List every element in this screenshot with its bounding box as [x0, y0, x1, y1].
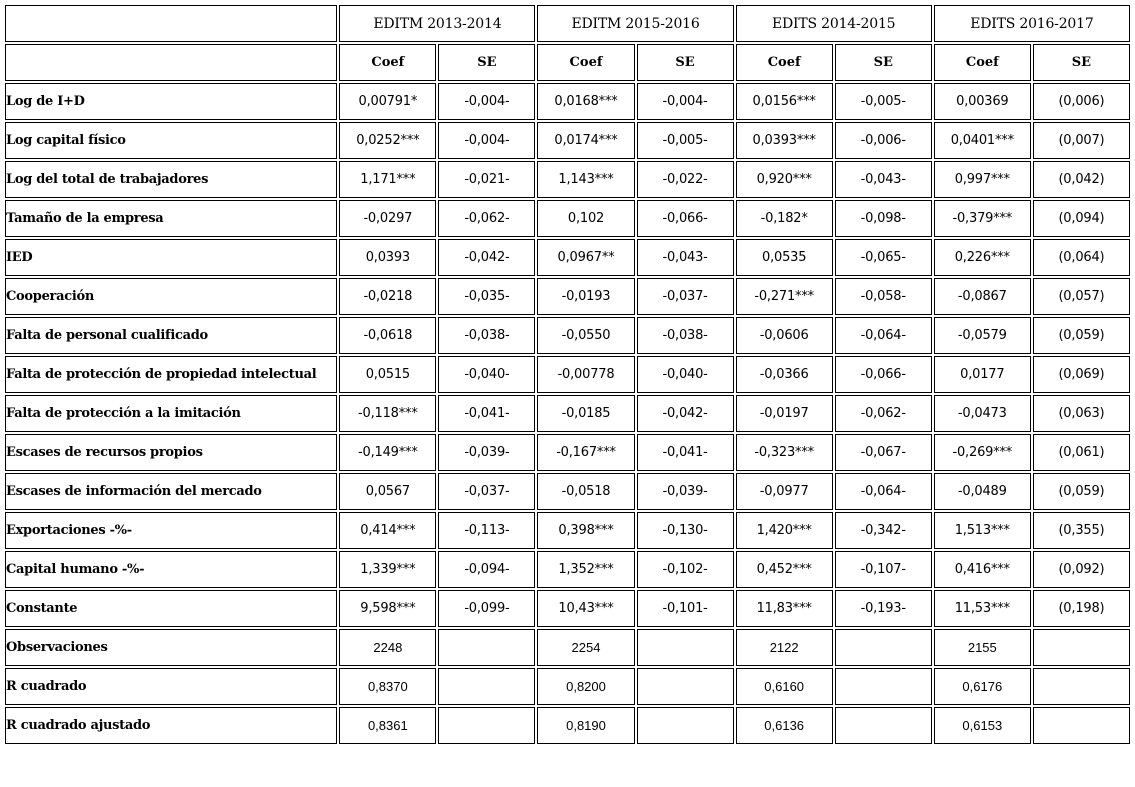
- se-cell: (0,042): [1033, 161, 1130, 198]
- table-row: [5, 434, 1130, 471]
- se-cell: [637, 629, 734, 666]
- coef-cell: 0,0177: [934, 356, 1031, 393]
- row-label: R cuadrado ajustado: [5, 707, 337, 744]
- se-cell: (0,355): [1033, 512, 1130, 549]
- coef-header: Coef: [934, 44, 1031, 81]
- coef-cell: -0,379***: [934, 200, 1031, 237]
- se-cell: [1033, 629, 1130, 666]
- coef-cell: -0,0579: [934, 317, 1031, 354]
- coef-cell: 2248: [339, 629, 436, 666]
- coefficient-rows: [5, 83, 1130, 627]
- coef-cell: 0,0401***: [934, 122, 1031, 159]
- corner-cell: [5, 5, 337, 42]
- se-cell: [1033, 707, 1130, 744]
- se-cell: -0,035-: [438, 278, 535, 315]
- row-label: Cooperación: [5, 278, 337, 315]
- coef-cell: -0,0185: [537, 395, 634, 432]
- coef-cell: 0,00791*: [339, 83, 436, 120]
- se-cell: [835, 629, 932, 666]
- se-cell: -0,193-: [835, 590, 932, 627]
- coef-cell: 1,420***: [736, 512, 833, 549]
- se-cell: -0,043-: [835, 161, 932, 198]
- coef-cell: -0,0518: [537, 473, 634, 510]
- coef-header: Coef: [537, 44, 634, 81]
- se-cell: -0,040-: [438, 356, 535, 393]
- coef-cell: -0,0193: [537, 278, 634, 315]
- coef-cell: -0,0489: [934, 473, 1031, 510]
- row-label: Capital humano -%-: [5, 551, 337, 588]
- se-cell: (0,094): [1033, 200, 1130, 237]
- table-row: [5, 278, 1130, 315]
- table-row: [5, 83, 1130, 120]
- se-cell: -0,039-: [637, 473, 734, 510]
- coef-cell: -0,269***: [934, 434, 1031, 471]
- se-cell: -0,066-: [835, 356, 932, 393]
- se-cell: (0,092): [1033, 551, 1130, 588]
- coef-cell: 0,0567: [339, 473, 436, 510]
- coef-cell: -0,00778: [537, 356, 634, 393]
- coef-cell: 9,598***: [339, 590, 436, 627]
- coef-cell: 0,0174***: [537, 122, 634, 159]
- row-label: Falta de protección a la imitación: [5, 395, 337, 432]
- table-row: [5, 317, 1130, 354]
- se-cell: (0,064): [1033, 239, 1130, 276]
- se-cell: -0,004-: [637, 83, 734, 120]
- se-cell: -0,041-: [438, 395, 535, 432]
- coef-cell: 0,8370: [339, 668, 436, 705]
- se-cell: -0,058-: [835, 278, 932, 315]
- se-cell: (0,069): [1033, 356, 1130, 393]
- se-cell: -0,098-: [835, 200, 932, 237]
- coef-cell: 0,0967**: [537, 239, 634, 276]
- row-label: Constante: [5, 590, 337, 627]
- coef-cell: -0,0473: [934, 395, 1031, 432]
- coef-cell: 0,0156***: [736, 83, 833, 120]
- se-cell: [637, 707, 734, 744]
- se-cell: -0,038-: [637, 317, 734, 354]
- se-cell: -0,006-: [835, 122, 932, 159]
- se-cell: -0,099-: [438, 590, 535, 627]
- group-header-editm-2013-2014: EDITM 2013-2014: [339, 5, 535, 42]
- se-cell: [438, 668, 535, 705]
- coef-cell: -0,0297: [339, 200, 436, 237]
- stats-row: [5, 707, 1130, 744]
- coef-cell: 11,53***: [934, 590, 1031, 627]
- coef-cell: 0,0515: [339, 356, 436, 393]
- se-cell: -0,005-: [835, 83, 932, 120]
- coef-cell: 0,0535: [736, 239, 833, 276]
- coef-cell: -0,0606: [736, 317, 833, 354]
- se-cell: (0,059): [1033, 317, 1130, 354]
- row-label: Observaciones: [5, 629, 337, 666]
- coef-cell: 0,8361: [339, 707, 436, 744]
- se-cell: [1033, 668, 1130, 705]
- coef-cell: -0,167***: [537, 434, 634, 471]
- table-row: [5, 551, 1130, 588]
- coef-cell: 0,0252***: [339, 122, 436, 159]
- coef-cell: 0,398***: [537, 512, 634, 549]
- coef-header: Coef: [736, 44, 833, 81]
- row-label: Exportaciones -%-: [5, 512, 337, 549]
- coef-cell: -0,182*: [736, 200, 833, 237]
- se-cell: -0,065-: [835, 239, 932, 276]
- coef-cell: -0,0550: [537, 317, 634, 354]
- table-row: [5, 512, 1130, 549]
- coef-cell: 2254: [537, 629, 634, 666]
- se-cell: -0,038-: [438, 317, 535, 354]
- coef-cell: -0,0977: [736, 473, 833, 510]
- row-label: Falta de personal cualificado: [5, 317, 337, 354]
- coef-cell: 0,0393***: [736, 122, 833, 159]
- coef-cell: 0,452***: [736, 551, 833, 588]
- coef-cell: 0,997***: [934, 161, 1031, 198]
- se-cell: [438, 707, 535, 744]
- coef-cell: -0,0366: [736, 356, 833, 393]
- row-label: IED: [5, 239, 337, 276]
- se-cell: -0,342-: [835, 512, 932, 549]
- coef-cell: -0,271***: [736, 278, 833, 315]
- se-cell: (0,061): [1033, 434, 1130, 471]
- row-label: R cuadrado: [5, 668, 337, 705]
- se-cell: (0,007): [1033, 122, 1130, 159]
- row-label: Escases de información del mercado: [5, 473, 337, 510]
- group-header-row: [5, 5, 1130, 42]
- se-cell: -0,113-: [438, 512, 535, 549]
- se-cell: -0,062-: [835, 395, 932, 432]
- se-cell: -0,040-: [637, 356, 734, 393]
- coef-cell: -0,118***: [339, 395, 436, 432]
- coef-cell: 11,83***: [736, 590, 833, 627]
- se-cell: -0,102-: [637, 551, 734, 588]
- se-cell: -0,066-: [637, 200, 734, 237]
- table-row: [5, 239, 1130, 276]
- corner-cell: [5, 44, 337, 81]
- coef-cell: 0,6153: [934, 707, 1031, 744]
- coef-cell: 1,339***: [339, 551, 436, 588]
- se-header: SE: [637, 44, 734, 81]
- row-label: Log de I+D: [5, 83, 337, 120]
- group-header-editm-2015-2016: EDITM 2015-2016: [537, 5, 733, 42]
- table-row: [5, 161, 1130, 198]
- se-cell: -0,064-: [835, 473, 932, 510]
- coef-cell: 1,171***: [339, 161, 436, 198]
- group-header-edits-2016-2017: EDITS 2016-2017: [934, 5, 1130, 42]
- table-row: [5, 122, 1130, 159]
- se-cell: (0,057): [1033, 278, 1130, 315]
- se-cell: -0,062-: [438, 200, 535, 237]
- se-cell: [835, 668, 932, 705]
- coef-cell: 0,8190: [537, 707, 634, 744]
- coef-cell: -0,149***: [339, 434, 436, 471]
- row-label: Log del total de trabajadores: [5, 161, 337, 198]
- coef-cell: 1,352***: [537, 551, 634, 588]
- se-cell: -0,004-: [438, 122, 535, 159]
- se-header: SE: [835, 44, 932, 81]
- se-cell: -0,039-: [438, 434, 535, 471]
- se-cell: (0,059): [1033, 473, 1130, 510]
- coef-cell: 0,0168***: [537, 83, 634, 120]
- coef-cell: -0,0197: [736, 395, 833, 432]
- coef-cell: 10,43***: [537, 590, 634, 627]
- se-cell: -0,130-: [637, 512, 734, 549]
- row-label: Tamaño de la empresa: [5, 200, 337, 237]
- se-cell: -0,037-: [637, 278, 734, 315]
- se-cell: -0,041-: [637, 434, 734, 471]
- se-cell: -0,107-: [835, 551, 932, 588]
- coef-header: Coef: [339, 44, 436, 81]
- coef-cell: -0,0867: [934, 278, 1031, 315]
- subheader-row: [5, 44, 1130, 81]
- table-row: [5, 395, 1130, 432]
- se-header: SE: [438, 44, 535, 81]
- coef-cell: -0,0218: [339, 278, 436, 315]
- coef-cell: 0,6136: [736, 707, 833, 744]
- se-header: SE: [1033, 44, 1130, 81]
- se-cell: -0,042-: [438, 239, 535, 276]
- table-row: [5, 473, 1130, 510]
- se-cell: -0,042-: [637, 395, 734, 432]
- table-row: [5, 590, 1130, 627]
- se-cell: (0,198): [1033, 590, 1130, 627]
- coef-cell: 1,143***: [537, 161, 634, 198]
- se-cell: -0,005-: [637, 122, 734, 159]
- coef-cell: 0,920***: [736, 161, 833, 198]
- row-label: Escases de recursos propios: [5, 434, 337, 471]
- coef-cell: 0,0393: [339, 239, 436, 276]
- table-row: [5, 356, 1130, 393]
- row-label: Log capital físico: [5, 122, 337, 159]
- group-header-edits-2014-2015: EDITS 2014-2015: [736, 5, 932, 42]
- statistics-rows: [5, 629, 1130, 744]
- coef-cell: 0,8200: [537, 668, 634, 705]
- regression-table: [3, 3, 1132, 746]
- se-cell: -0,021-: [438, 161, 535, 198]
- se-cell: -0,101-: [637, 590, 734, 627]
- se-cell: (0,063): [1033, 395, 1130, 432]
- se-cell: -0,043-: [637, 239, 734, 276]
- se-cell: (0,006): [1033, 83, 1130, 120]
- table-row: [5, 200, 1130, 237]
- se-cell: -0,022-: [637, 161, 734, 198]
- stats-row: [5, 629, 1130, 666]
- coef-cell: 0,102: [537, 200, 634, 237]
- coef-cell: 1,513***: [934, 512, 1031, 549]
- se-cell: -0,004-: [438, 83, 535, 120]
- stats-row: [5, 668, 1130, 705]
- se-cell: [835, 707, 932, 744]
- coef-cell: 2155: [934, 629, 1031, 666]
- coef-cell: 0,6160: [736, 668, 833, 705]
- se-cell: -0,037-: [438, 473, 535, 510]
- se-cell: -0,064-: [835, 317, 932, 354]
- coef-cell: -0,323***: [736, 434, 833, 471]
- coef-cell: -0,0618: [339, 317, 436, 354]
- coef-cell: 0,6176: [934, 668, 1031, 705]
- se-cell: -0,094-: [438, 551, 535, 588]
- coef-cell: 2122: [736, 629, 833, 666]
- coef-cell: 0,416***: [934, 551, 1031, 588]
- coef-cell: 0,00369: [934, 83, 1031, 120]
- se-cell: [438, 629, 535, 666]
- coef-cell: 0,414***: [339, 512, 436, 549]
- se-cell: [637, 668, 734, 705]
- coef-cell: 0,226***: [934, 239, 1031, 276]
- row-label: Falta de protección de propiedad intelectual: [5, 356, 337, 393]
- se-cell: -0,067-: [835, 434, 932, 471]
